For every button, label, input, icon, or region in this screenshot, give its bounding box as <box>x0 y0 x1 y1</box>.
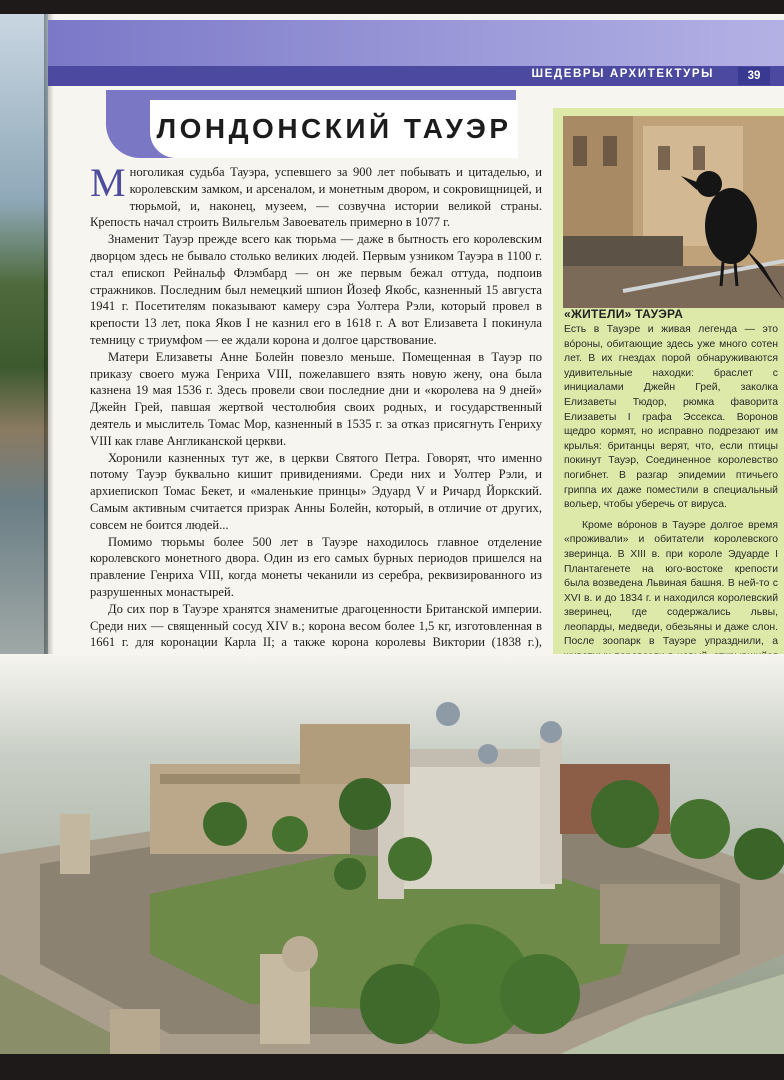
sidebar-paragraph: Кроме вóронов в Тауэре долгое время «проживали» и обитатели королевского зверинца. В XIII в. при короле Эдуарде I Плантагенете на юго-востоке крепости была возведена Львиная башня. В ней-то с XVI в. и до 1834 г. и находился королевский зверинец, где содержались львы, леопарды, медведи, обезьяны и даже слон. После зоопарк в Тауэре упразднили, а <box>564 519 778 648</box>
page-number: 39 <box>738 67 770 85</box>
sidebar-title: «ЖИТЕЛИ» ТАУЭРА <box>564 307 684 321</box>
article-paragraph: До сих пор в Тауэре хранятся знаменитые драгоценности Британской империи. Среди них — священный сосуд XIV в.; корона весом более 1,5 кг, изготовленная в 1661 г. для коронации Карла II; а также корона королевы Виктории (1838 г.), <box>90 601 542 650</box>
article-paragraph: Хоронили казненных тут же, в церкви Святого Петра. Говорят, что именно потому Тауэр буквально кишит привидениями. Среди них и Уолтер Рэли, и архиепископ Томас Бекет, и «маленькие принцы» Эдуард V и Ричард Йоркский. Самым активным считается призрак Анны Болейн, который, в отличие от других, совсем не боится людей... <box>90 450 542 532</box>
drop-cap: М <box>90 160 126 205</box>
article-paragraph: Помимо тюрьмы более 500 лет в Тауэре находилось главное отделение королевского монетного двора. Один из его самых бурных периодов пришелся на правление Генриха VIII, когда монеты чеканили из серебра, реквизированного из разрушенных монастырей. <box>90 534 542 599</box>
article-paragraph: Многоликая судьба Тауэра, успевшего за 900 лет побывать и цитаделью, и королевским замком, и арсеналом, и монетным двором, и сокровищницей, и тюрьмой, и, наконец, музеем, — созвучна истории великой страны. Крепость начал строить Вильгельм Завоеватель примерно в 1077 г. <box>90 160 542 230</box>
title-box <box>150 100 518 158</box>
article-paragraph: Матери Елизаветы Анне Болейн повезло меньше. Помещенная в Тауэр по приказу своего мужа Генриха VIII, пожелавшего взять новую жену, она была казнена 19 мая 1536 г. Здесь провели свои последние дни и «королева на 9 дней» Джейн Грей, павшая жертвой честолюбия своих родных, и государственный деятель и мыслитель Томас Мор, казненный в 1535 г. за отказ присягнуть Генриху VIII как главе Англиканской церкви. <box>90 349 542 448</box>
page-title: ЛОНДОНСКИЙ ТАУЭР <box>156 113 512 144</box>
sidebar-text <box>564 323 778 679</box>
main-article <box>90 160 542 668</box>
raven-photo <box>563 116 784 308</box>
section-label: ШЕДЕВРЫ АРХИТЕКТУРЫ <box>531 68 714 80</box>
sidebar-paragraph: Есть в Тауэре и живая легенда — это вóроны, обитающие здесь уже много сотен лет. В их гнездах порой обнаруживаются удивительные находки: браслет с инициалами Джейн Грей, заколка Елизаветы Тюдор, рюмка фаворита Елизаветы I графа Эссекса. Воронов щедро кормят, но исправно подрезают им крылья: британцы верят, что, если птицы покинут Тауэр, Соединенное королевство погибнет. В разгар эпидемии птичьего гриппа их даже поместили в специальный вольер, чтобы уберечь от вируса. <box>564 324 778 511</box>
magazine-page <box>0 14 784 1054</box>
article-paragraph: Знаменит Тауэр прежде всего как тюрьма — даже в бытность его королевским дворцом здесь не бывало столько великих людей. Первым узником Тауэра в 1100 г. стал епископ Рейнальф Флэмбард — он же первым бежал оттуда, подпоив стражников. Последним был немецкий шпион Йозеф Якобс, казненный 15 августа 1941 г. Посетителям показывают камеру сэра Уолтера Рэли, который провел в крепости 13 лет, пока Яков I не казнил его в 1618 г. А вот Елизавета I покинула темницу с триумфом — ее ждали корона и долгое царствование. <box>90 232 542 347</box>
tower-aerial-photo <box>0 654 784 1054</box>
